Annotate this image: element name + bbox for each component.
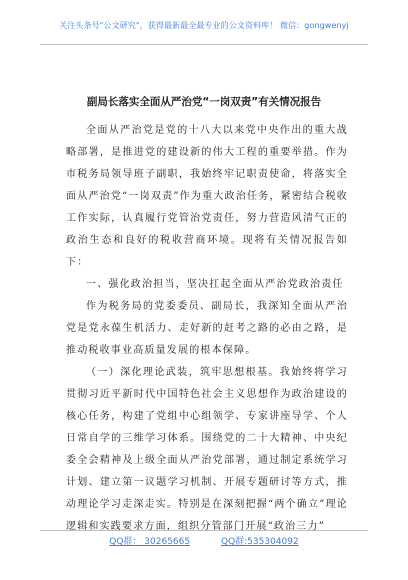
header-divider xyxy=(40,44,368,45)
footer-qq-group-1: QQ群： 30265665 xyxy=(109,537,191,547)
document-body xyxy=(66,120,348,538)
document-title: 副局长落实全面从严治党“一岗双责”有关情况报告 xyxy=(86,96,322,108)
footer-qq-group-2: QQ群:535304092 xyxy=(220,537,299,547)
header-note: 关注头条号"公文研究"，获得最新最全最专业的公文资料库！ 微信：gongwenyj xyxy=(59,21,349,30)
paragraph-intro: 全面从严治党是党的十八大以来党中央作出的重大战略部署，是推进党的建设新的伟大工程的重要举措。作为市税务局领导班子副职，我始终牢记职责使命，将落实全面从严治党“一岗双责”作为重大政治任务，紧密结合税收工作实际，认真履行党管治党责任，努力营造风清气正的政治生态和良好的税收营商环境。现将有关情况报告如下： xyxy=(66,125,348,268)
section-heading-1: 一、强化政治担当，坚决扛起全面从严治党政治责任 xyxy=(86,279,344,290)
paragraph-theory-study: （一）深化理论武装，筑牢思想根基。我始终将学习贯彻习近平新时代中国特色社会主义思想作为政治建设的核心任务，构建了党组中心组领学、专家讲座导学、个人日常自学的三维学习体系。围绕党的二十大精神、中央纪委全会精神及上级全面从严治党部署，通过制定系统学习计划、建立第一议题学习机制、开展专题研讨等方式，推动理论学习走深走实。特别是在深刻把握“两个确立”理论逻辑和实践要求方面，组织分管部门开展“政治三力” xyxy=(66,367,348,532)
footer-divider xyxy=(40,530,368,531)
paragraph-responsibility: 作为税务局的党委委员、副局长，我深知全面从严治党是党永葆生机活力、走好新的赶考之路的必由之路，是推动税收事业高质量发展的根本保障。 xyxy=(66,301,348,356)
footer xyxy=(0,534,408,547)
